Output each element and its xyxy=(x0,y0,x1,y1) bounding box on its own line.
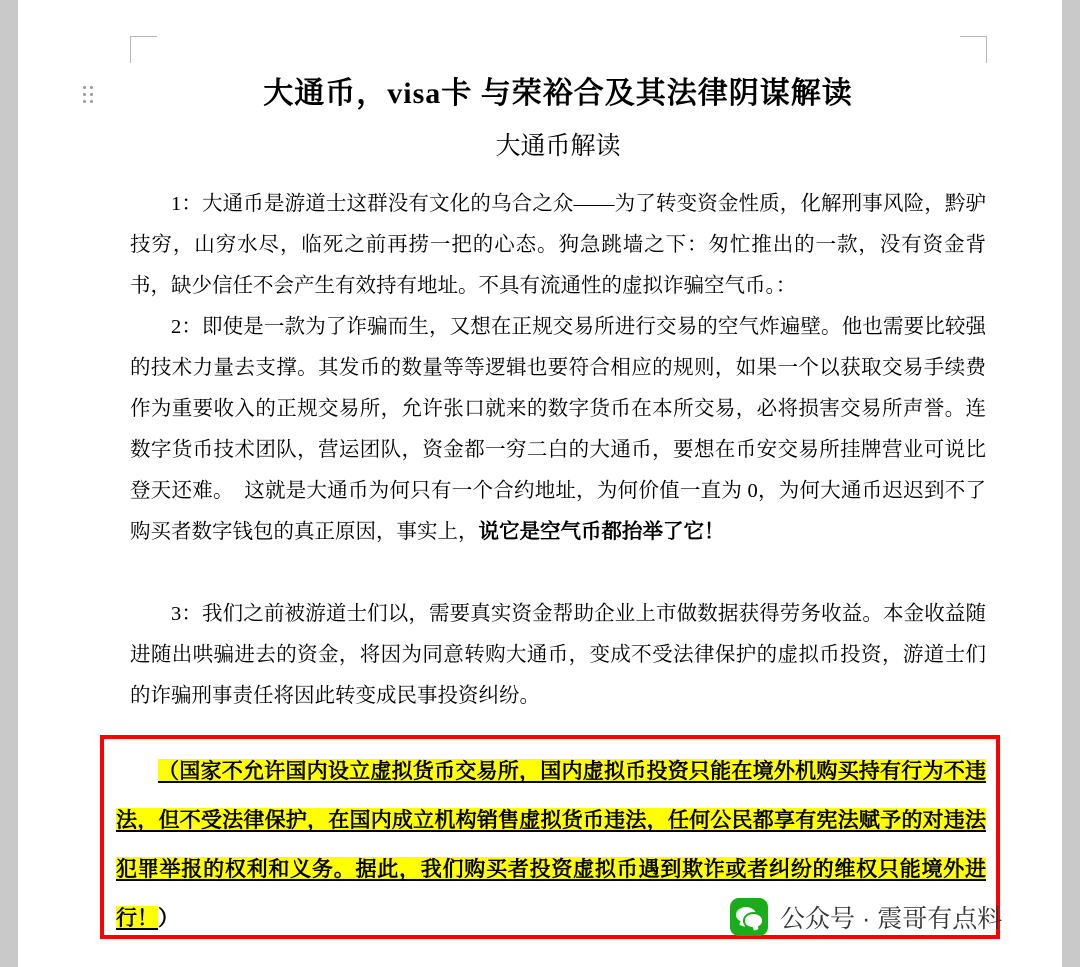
paragraph-1: 1：大通币是游道士这群没有文化的乌合之众——为了转变资金性质，化解刑事风险，黔驴技穷，山穷水尽，临死之前再捞一把的心态。狗急跳墙之下：匆忙推出的一款，没有资金背书，缺少信任不会产生有效持有地址。不具有流通性的虚拟诈骗空气币。： xyxy=(130,192,986,297)
page-corner-top-right xyxy=(960,36,987,63)
paragraph-2-bold-tail: 说它是空气币都抬举了它！ xyxy=(478,520,725,543)
paragraph-3: 3：我们之前被游道士们以，需要真实资金帮助企业上市做数据获得劳务收益。本金收益随进随出哄骗进去的资金，将因为同意转购大通币，变成不受法律保护的虚拟币投资，游道士们的诈骗刑事责任将因此转变成民事投资纠纷。 xyxy=(130,602,986,707)
paragraph-2 xyxy=(130,307,986,553)
highlighted-text: （国家不允许国内设立虚拟货币交易所，国内虚拟币投资只能在境外机购买持有行为不违法，但不受法律保护，在国内成立机构销售虚拟货币违法，任何公民都享有宪法赋予的对违法犯罪举报的权利和义务。据此，我们购买者投资虚拟币遇到欺诈或者纠纷的维权只能境外进行！ xyxy=(116,759,986,930)
document-content xyxy=(130,62,986,717)
wechat-icon xyxy=(730,898,768,936)
page-subtitle: 大通币解读 xyxy=(495,132,621,160)
paragraph-2-text: 2：即使是一款为了诈骗而生，又想在正规交易所进行交易的空气炸遍壁。他也需要比较强的技术力量去支撑。其发币的数量等等逻辑也要符合相应的规则，如果一个以获取交易手续费作为重要收入的正规交易所，允许张口就来的数字货币在本所交易，必将损害交易所声誉。连数字货币技术团队，营运团队，资金都一穷二白的大通币，要想在币安交易所挂牌营业可说比登天还难。 这就是大通币为何只有一个合约地址，为何价值一直为 0，为何大通币迟迟到不了购买者数字钱包的真正原因，事实上， xyxy=(130,315,986,543)
paragraph-spacer xyxy=(130,553,986,594)
document-page xyxy=(18,0,1062,967)
watermark xyxy=(730,898,1002,936)
page-title: 大通币，visa卡 与荣裕合及其法律阴谋解读 xyxy=(263,77,853,110)
drag-handle-icon[interactable] xyxy=(80,82,96,108)
watermark-label: 公众号 · 震哥有点料 xyxy=(780,905,1003,933)
page-corner-top-left xyxy=(130,36,157,63)
highlighted-text-tail: ） xyxy=(158,906,179,930)
